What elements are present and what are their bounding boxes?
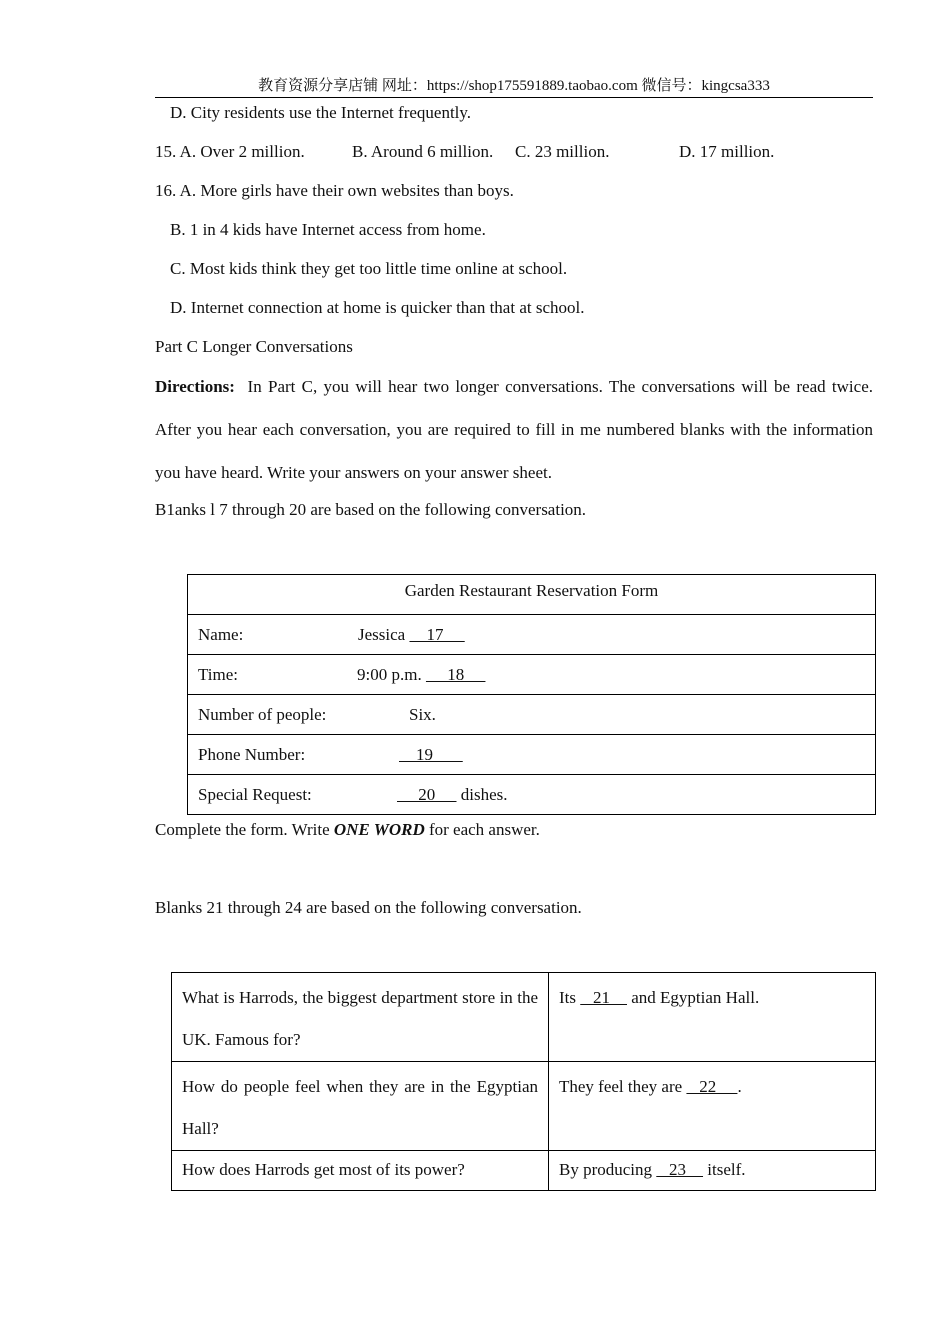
form-value-suffix: dishes.: [456, 785, 508, 804]
directions-paragraph: [155, 365, 873, 494]
blank-18[interactable]: 18: [425, 665, 486, 684]
page-header: 教育资源分享店铺 网址：https://shop175591889.taobao.com 微信号：kingcsa333: [155, 76, 873, 98]
form-row-people: [188, 695, 876, 735]
blank-22[interactable]: 22: [686, 1077, 738, 1096]
form-note-emphasis: ONE WORD: [333, 820, 425, 839]
form-title-cell: [188, 575, 876, 615]
qa-row: [172, 1151, 876, 1191]
q15-option-b: B. Around 6 million.: [352, 142, 494, 161]
qa-answer-suffix: .: [737, 1077, 742, 1096]
part-c-title: Part C Longer Conversations: [155, 337, 353, 356]
form-row-time: [188, 655, 876, 695]
q16-option-b: B. 1 in 4 kids have Internet access from home.: [170, 220, 486, 239]
form-row-phone: [188, 735, 876, 775]
qa-answer-text: Its: [559, 988, 581, 1007]
form-title: Garden Restaurant Reservation Form: [404, 581, 659, 600]
qa-answer-suffix: and Egyptian Hall.: [627, 988, 760, 1007]
qa-answer-text: They feel they are: [559, 1077, 687, 1096]
form-row-request: [188, 775, 876, 815]
directions-text: In Part C, you will hear two longer conversations. The conversations will be read twice. After you hear each conversation, you are required to fill in me numbered blanks with the information you have heard. Write your answers on your answer sheet.: [155, 377, 873, 482]
q16-option-a: 16. A. More girls have their own websites than boys.: [155, 181, 514, 200]
form-value: [399, 744, 463, 766]
form-value-text: Six.: [409, 705, 436, 724]
q16-option-d: D. Internet connection at home is quicker than that at school.: [170, 298, 585, 317]
form-value: [358, 624, 465, 646]
qa-answer: [549, 973, 876, 1062]
q14-option-d: D. City residents use the Internet frequently.: [170, 103, 472, 122]
form-label: Phone Number:: [198, 745, 306, 764]
qa-table: [171, 972, 876, 1191]
qa-answer-suffix: itself.: [703, 1160, 746, 1179]
q15-option-d: D. 17 million.: [679, 142, 775, 161]
q15-option-a: 15. A. Over 2 million.: [155, 142, 305, 161]
blanks-21-intro: Blanks 21 through 24 are based on the following conversation.: [155, 898, 582, 917]
qa-question: How does Harrods get most of its power?: [172, 1151, 549, 1191]
blank-20[interactable]: 20: [397, 785, 457, 804]
blanks-17-intro: B1anks l 7 through 20 are based on the following conversation.: [155, 500, 587, 519]
q16-option-c: C. Most kids think they get too little time online at school.: [170, 259, 568, 278]
blank-19[interactable]: 19: [399, 745, 463, 764]
form-value: [397, 784, 508, 806]
qa-question: How do people feel when they are in the Egyptian Hall?: [172, 1062, 549, 1151]
form-note-text-end: for each answer.: [424, 820, 540, 839]
form-label: Time:: [198, 665, 239, 684]
form-label: Name:: [198, 625, 244, 644]
form-label: Special Request:: [198, 785, 312, 804]
blank-23[interactable]: 23: [656, 1160, 704, 1179]
qa-answer: [549, 1062, 876, 1151]
form-note: [155, 819, 540, 841]
form-value-text: Jessica: [358, 625, 410, 644]
form-note-text: Complete the form. Write: [155, 820, 334, 839]
form-value: [357, 664, 485, 686]
form-value-text: 9:00 p.m.: [357, 665, 426, 684]
blank-17[interactable]: 17: [409, 625, 465, 644]
qa-row: [172, 1062, 876, 1151]
reservation-form-table: [187, 574, 876, 815]
form-label: Number of people:: [198, 705, 327, 724]
form-row-name: [188, 615, 876, 655]
qa-answer: [549, 1151, 876, 1191]
qa-question: What is Harrods, the biggest department store in the UK. Famous for?: [172, 973, 549, 1062]
blank-21[interactable]: 21: [580, 988, 627, 1007]
q15-option-c: C. 23 million.: [515, 142, 610, 161]
qa-row: [172, 973, 876, 1062]
qa-answer-text: By producing: [559, 1160, 657, 1179]
directions-label: Directions:: [155, 377, 235, 396]
